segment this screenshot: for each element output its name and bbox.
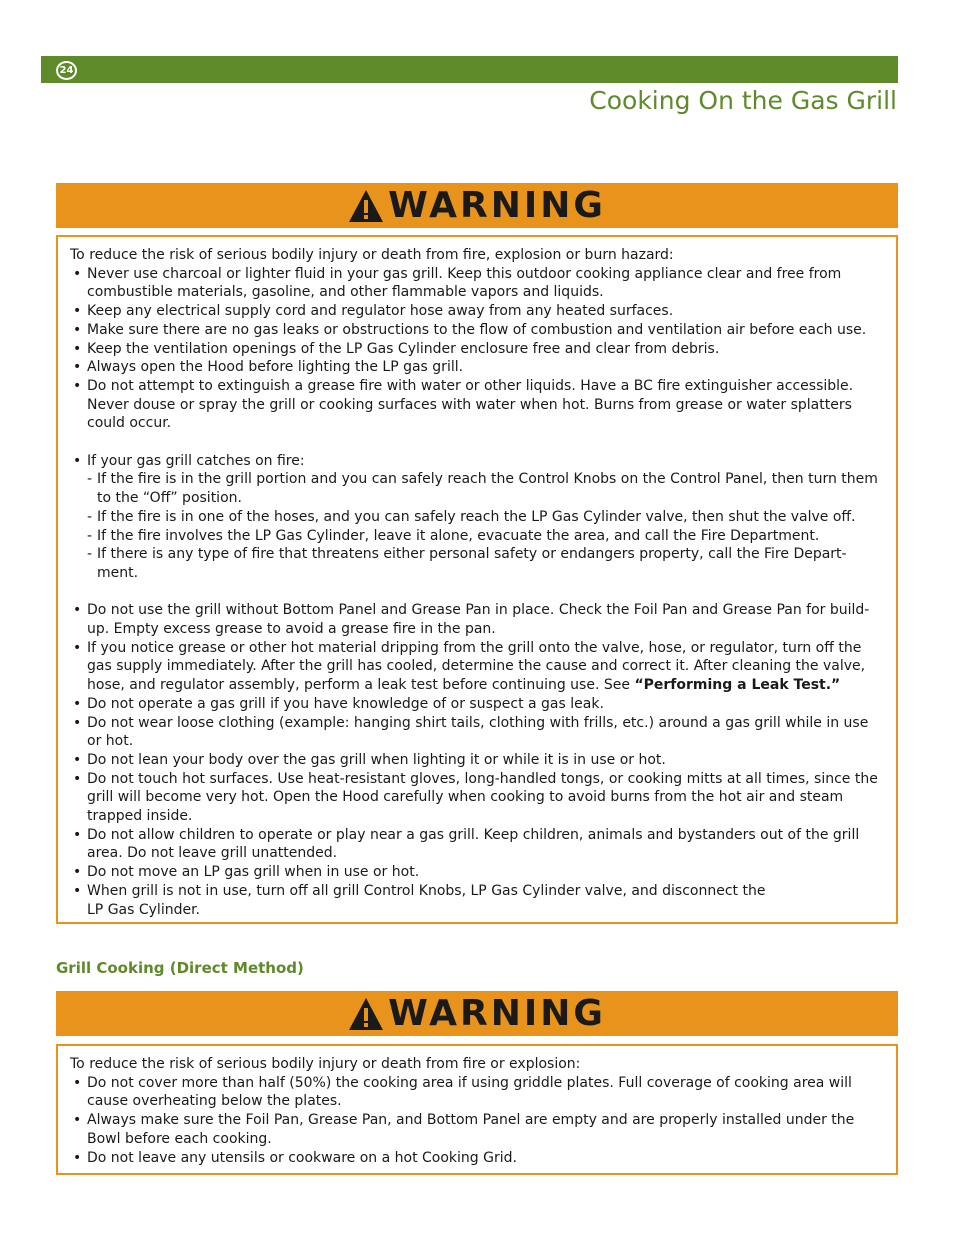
section-title: Grill Cooking (Direct Method): [56, 959, 304, 977]
page-number-badge: [56, 61, 77, 80]
warning-triangle-icon: [348, 189, 384, 223]
warning-triangle-icon: [348, 997, 384, 1031]
last-bullet-line1: When grill is not in use, turn off all grill Control Knobs, LP Gas Cylinder valve, and disconnect the: [87, 882, 766, 899]
list-item: • Make sure there are no gas leaks or obstructions to the flow of combustion and ventilation air before each use.: [70, 321, 882, 340]
list-item: • Do not leave any utensils or cookware on a hot Cooking Grid.: [70, 1149, 882, 1168]
warning-banner-2: [56, 991, 898, 1036]
grease-bullet-text: If you notice grease or other hot material dripping from the grill onto the valve, hose, or regulator, turn off the gas supply immediately. After the grill has cooled, determine the cause and correct it. After cleaning the valve, hose, and regulator assembly, perform a leak test before continuing use. See: [87, 639, 866, 694]
list-item: [70, 882, 882, 919]
warning-list-2: [70, 1074, 882, 1168]
warning-box-2: [56, 1044, 898, 1175]
warning-label: WARNING: [388, 993, 606, 1034]
page-title: Cooking On the Gas Grill: [589, 86, 897, 115]
list-item: [70, 452, 882, 583]
list-item: • Do not cover more than half (50%) the cooking area if using griddle plates. Full coverage of cooking area will cause overheating below the plates.: [70, 1074, 882, 1111]
warning-intro: To reduce the risk of serious bodily injury or death from fire, explosion or burn hazard:: [70, 247, 674, 263]
list-item: • Do not wear loose clothing (example: hanging shirt tails, clothing with frills, etc.) around a gas grill while in use or hot.: [70, 714, 882, 751]
list-item: • Never use charcoal or lighter fluid in your gas grill. Keep this outdoor cooking appliance clear and free from combustible materials, gasoline, and other flammable vapors and liquids.: [70, 265, 882, 302]
list-item: • Do not lean your body over the gas grill when lighting it or while it is in use or hot.: [70, 751, 882, 770]
list-item: • Always open the Hood before lighting the LP gas grill.: [70, 358, 882, 377]
warning-intro: To reduce the risk of serious bodily injury or death from fire or explosion:: [70, 1056, 581, 1072]
fire-steps: [87, 470, 882, 582]
fire-step: - If the fire is in the grill portion and you can safely reach the Control Knobs on the Control Panel, then turn them to the “Off” position.: [87, 470, 882, 507]
last-bullet-line2: LP Gas Cylinder.: [87, 901, 200, 918]
warning-banner-1: [56, 183, 898, 228]
list-item: • Do not move an LP gas grill when in use or hot.: [70, 863, 882, 882]
list-item: • Do not operate a gas grill if you have knowledge of or suspect a gas leak.: [70, 695, 882, 714]
list-item: • Do not attempt to extinguish a grease fire with water or other liquids. Have a BC fire extinguisher accessible. Never douse or spray the grill or cooking surfaces with water when hot. Burns from grease or water splatters could occur.: [70, 377, 882, 433]
warning-list-c: [70, 601, 882, 919]
fire-step: - If the fire involves the LP Gas Cylinder, leave it alone, evacuate the area, and call the Fire Department.: [87, 527, 882, 546]
list-item: • Do not allow children to operate or play near a gas grill. Keep children, animals and bystanders out of the grill area. Do not leave grill unattended.: [70, 826, 882, 863]
leak-test-reference: “Performing a Leak Test.”: [634, 677, 841, 694]
fire-step: - If there is any type of fire that threatens either personal safety or endangers property, call the Fire Depart- ment.: [87, 545, 882, 582]
list-item: • Do not touch hot surfaces. Use heat-resistant gloves, long-handled tongs, or cooking mitts at all times, since the grill will become very hot. Open the Hood carefully when cooking to avoid burns from the hot air and steam trapped inside.: [70, 770, 882, 826]
warning-list-a: [70, 265, 882, 433]
list-item: [70, 639, 882, 695]
fire-bullet-text: If your gas grill catches on fire:: [87, 452, 305, 469]
warning-label: WARNING: [388, 185, 606, 226]
warning-list-fire: [70, 452, 882, 583]
fire-step: - If the fire is in one of the hoses, and you can safely reach the LP Gas Cylinder valve, then shut the valve off.: [87, 508, 882, 527]
header-bar: [41, 56, 898, 83]
list-item: • Keep any electrical supply cord and regulator hose away from any heated surfaces.: [70, 302, 882, 321]
page-number: 24: [59, 65, 74, 76]
warning-box-1: [56, 235, 898, 924]
list-item: • Keep the ventilation openings of the LP Gas Cylinder enclosure free and clear from debris.: [70, 340, 882, 359]
list-item: • Do not use the grill without Bottom Panel and Grease Pan in place. Check the Foil Pan and Grease Pan for build-up. Empty excess grease to avoid a grease fire in the pan.: [70, 601, 882, 638]
list-item: • Always make sure the Foil Pan, Grease Pan, and Bottom Panel are empty and are properly installed under the Bowl before each cooking.: [70, 1111, 882, 1148]
